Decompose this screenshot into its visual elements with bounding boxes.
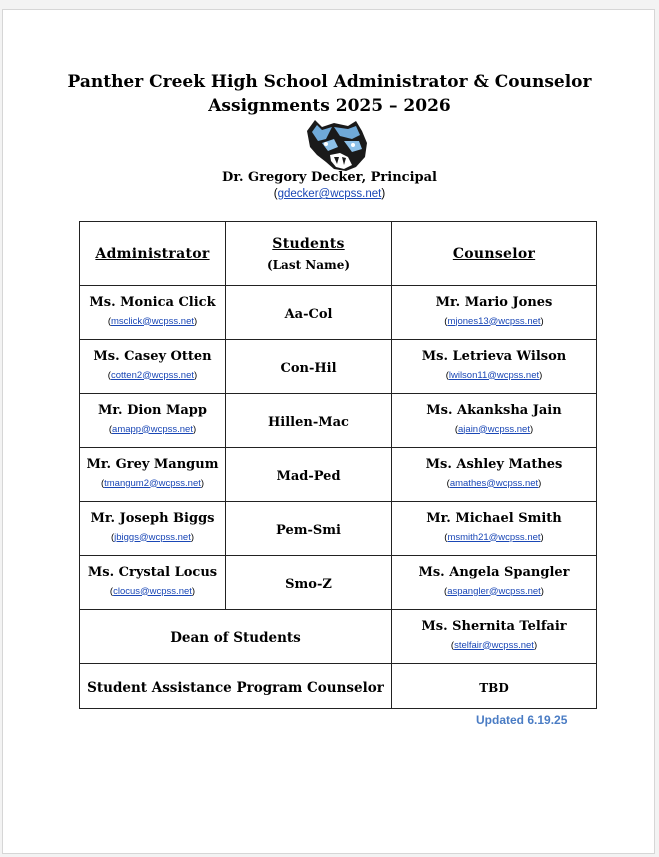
sap-row [80, 664, 597, 709]
dean-email-link[interactable]: stelfair@wcpss.net [454, 639, 534, 651]
document-title-line2: Assignments 2025 – 2026 [208, 96, 451, 116]
admin-email-link[interactable]: clocus@wcpss.net [113, 585, 192, 597]
panther-mascot-icon [304, 117, 370, 173]
admin-email-link[interactable]: jbiggs@wcpss.net [114, 531, 191, 543]
principal-name: Dr. Gregory Decker, Principal [222, 170, 437, 185]
document-title-line1: Panther Creek High School Administrator & Counselor [67, 72, 592, 92]
administrator-cell: Mr. Grey Mangum (tmangum2@wcpss.net) [80, 448, 226, 502]
administrator-cell: Ms. Casey Otten (cotten2@wcpss.net) [80, 340, 226, 394]
counselor-cell: Mr. Michael Smith (msmith21@wcpss.net) [392, 502, 597, 556]
administrator-cell: Ms. Crystal Locus (clocus@wcpss.net) [80, 556, 226, 610]
students-range-cell: Pem-Smi [226, 502, 392, 556]
counselor-email-link[interactable]: ajain@wcpss.net [458, 423, 530, 435]
sap-value-cell: TBD [392, 664, 597, 709]
table-row [80, 286, 597, 340]
admin-email-link[interactable]: tmangum2@wcpss.net [104, 477, 201, 489]
counselor-cell: Ms. Letrieva Wilson (lwilson11@wcpss.net) [392, 340, 597, 394]
counselor-cell: Ms. Akanksha Jain (ajain@wcpss.net) [392, 394, 597, 448]
admin-email-link[interactable]: msclick@wcpss.net [110, 315, 195, 327]
dean-counselor-cell: Ms. Shernita Telfair (stelfair@wcpss.net) [392, 610, 597, 664]
students-range-cell: Hillen-Mac [226, 394, 392, 448]
header-students: Students (Last Name) [226, 222, 392, 286]
students-range-cell: Con-Hil [226, 340, 392, 394]
table-header-row [80, 222, 597, 286]
table-row [80, 448, 597, 502]
sap-label-cell: Student Assistance Program Counselor [80, 664, 392, 709]
counselor-cell: Mr. Mario Jones (mjones13@wcpss.net) [392, 286, 597, 340]
table-row [80, 502, 597, 556]
counselor-email-link[interactable]: msmith21@wcpss.net [447, 531, 541, 543]
students-range-cell: Aa-Col [226, 286, 392, 340]
admin-email-link[interactable]: amapp@wcpss.net [112, 423, 193, 435]
dean-row [80, 610, 597, 664]
admin-email-link[interactable]: cotten2@wcpss.net [110, 369, 195, 381]
administrator-cell: Mr. Joseph Biggs (jbiggs@wcpss.net) [80, 502, 226, 556]
students-range-cell: Smo-Z [226, 556, 392, 610]
assignment-table [79, 221, 597, 709]
counselor-cell: Ms. Ashley Mathes (amathes@wcpss.net) [392, 448, 597, 502]
updated-date: Updated 6.19.25 [476, 713, 568, 727]
counselor-cell: Ms. Angela Spangler (aspangler@wcpss.net) [392, 556, 597, 610]
principal-email-link[interactable]: gdecker@wcpss.net [277, 188, 382, 200]
header-counselor: Counselor [392, 222, 597, 286]
header-administrator: Administrator [80, 222, 226, 286]
principal-email: (gdecker@wcpss.net) [273, 188, 386, 200]
table-row [80, 556, 597, 610]
administrator-cell: Mr. Dion Mapp (amapp@wcpss.net) [80, 394, 226, 448]
dean-label-cell: Dean of Students [80, 610, 392, 664]
header-students-sub: (Last Name) [266, 257, 351, 272]
students-range-cell: Mad-Ped [226, 448, 392, 502]
administrator-cell: Ms. Monica Click (msclick@wcpss.net) [80, 286, 226, 340]
table-row [80, 340, 597, 394]
counselor-email-link[interactable]: lwilson11@wcpss.net [448, 369, 540, 381]
counselor-email-link[interactable]: mjones13@wcpss.net [447, 315, 541, 327]
counselor-email-link[interactable]: amathes@wcpss.net [449, 477, 539, 489]
table-row [80, 394, 597, 448]
counselor-email-link[interactable]: aspangler@wcpss.net [447, 585, 541, 597]
